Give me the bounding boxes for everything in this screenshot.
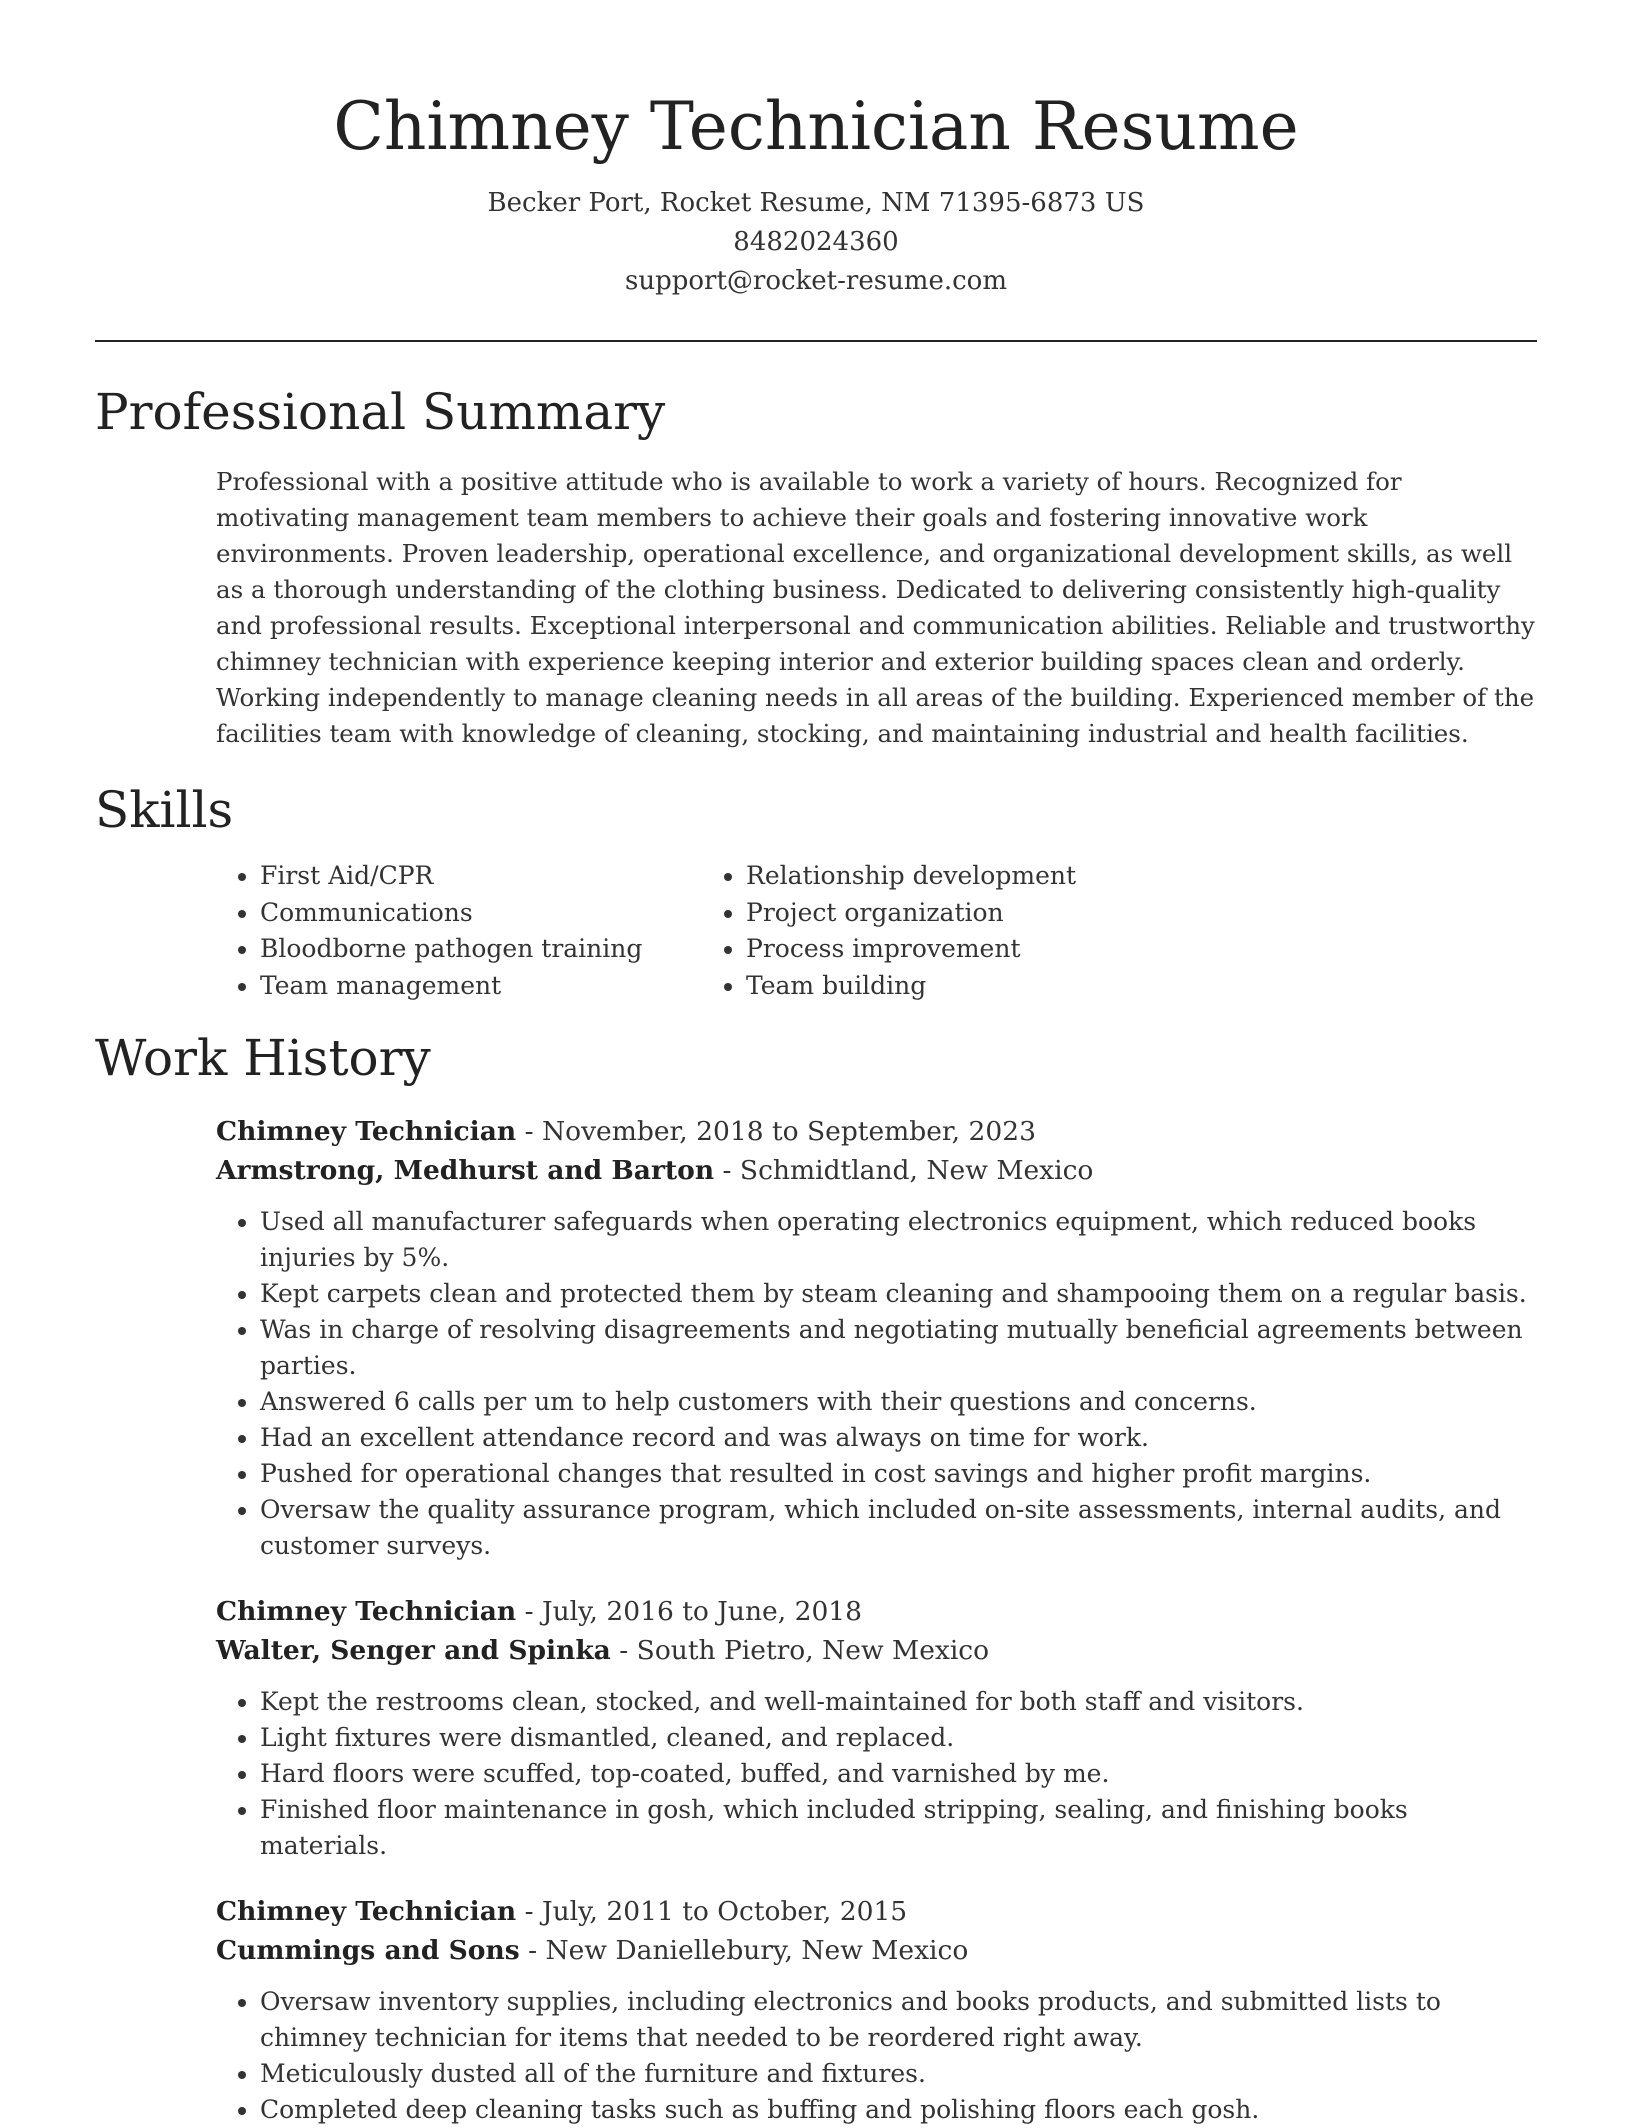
job-entry bbox=[216, 1592, 1537, 1864]
job-title: Chimney Technician bbox=[216, 1116, 517, 1147]
job-title-line bbox=[216, 1112, 1537, 1151]
skills-list bbox=[95, 858, 1537, 1004]
contact-block bbox=[95, 184, 1537, 301]
job-bullet: • Oversaw inventory supplies, including electronics and books products, and submitted lists to chimney technician for items that needed to be reordered right away. bbox=[260, 1984, 1537, 2056]
skills-column-left bbox=[95, 858, 746, 1004]
job-bullet: • Pushed for operational changes that resulted in cost savings and higher profit margins. bbox=[260, 1456, 1537, 1492]
job-location: - South Pietro, New Mexico bbox=[610, 1635, 990, 1666]
job-bullet: • Kept the restrooms clean, stocked, and well-maintained for both staff and visitors. bbox=[260, 1684, 1537, 1720]
resume-page bbox=[95, 0, 1537, 2128]
contact-phone: 8482024360 bbox=[733, 227, 899, 257]
job-bullets bbox=[216, 1204, 1537, 1564]
job-bullet: • Finished floor maintenance in gosh, which included stripping, sealing, and finishing books materials. bbox=[260, 1792, 1537, 1864]
job-bullet: • Hard floors were scuffed, top-coated, buffed, and varnished by me. bbox=[260, 1756, 1537, 1792]
resume-title: Chimney Technician Resume bbox=[333, 88, 1299, 165]
job-company-line bbox=[216, 1631, 1537, 1670]
summary-heading: Professional Summary bbox=[95, 383, 666, 441]
job-dates: - November, 2018 to September, 2023 bbox=[516, 1116, 1036, 1147]
job-title: Chimney Technician bbox=[216, 1596, 517, 1627]
job-dates: - July, 2016 to June, 2018 bbox=[516, 1596, 863, 1627]
skill-item: • Relationship development bbox=[746, 858, 1366, 895]
work-history-heading: Work History bbox=[95, 1029, 431, 1087]
job-title-line bbox=[216, 1592, 1537, 1631]
job-bullet: • Kept carpets clean and protected them by steam cleaning and shampooing them on a regular basis. bbox=[260, 1276, 1537, 1312]
job-title: Chimney Technician bbox=[216, 1896, 517, 1927]
job-bullets bbox=[216, 1984, 1537, 2128]
skill-item: • Project organization bbox=[746, 895, 1366, 932]
job-company: Walter, Senger and Spinka bbox=[216, 1635, 611, 1666]
job-bullet: • Meticulously dusted all of the furniture and fixtures. bbox=[260, 2056, 1537, 2092]
summary-text: Professional with a positive attitude who is available to work a variety of hours. Recognized for motivating management team members to achieve their goals and fostering innovative work environments. Proven leadership, operational excellence, and organizational development skills, as well as a thorough understanding of the clothing business. Dedicated to delivering consistently high-quality and professional results. Exceptional interpersonal and communication abilities. Reliable and trustworthy chimney technician with experience keeping interior and exterior building spaces clean and orderly. Working independently to manage cleaning needs in all areas of the building. Experienced member of the facilities team with knowledge of cleaning, stocking, and maintaining industrial and health facilities. bbox=[216, 467, 1535, 748]
skill-item: • Bloodborne pathogen training bbox=[260, 931, 746, 968]
job-title-line bbox=[216, 1892, 1537, 1931]
job-dates: - July, 2011 to October, 2015 bbox=[516, 1896, 908, 1927]
skill-item: • First Aid/CPR bbox=[260, 858, 746, 895]
job-bullet: • Completed deep cleaning tasks such as buffing and polishing floors each gosh. bbox=[260, 2092, 1537, 2128]
job-company-line bbox=[216, 1151, 1537, 1190]
contact-email: support@rocket-resume.com bbox=[624, 266, 1007, 296]
job-company: Cummings and Sons bbox=[216, 1935, 520, 1966]
job-location: - New Daniellebury, New Mexico bbox=[519, 1935, 969, 1966]
skill-item: • Communications bbox=[260, 895, 746, 932]
header-divider bbox=[95, 340, 1537, 342]
contact-address: Becker Port, Rocket Resume, NM 71395-6873 US bbox=[487, 188, 1145, 218]
skill-item: • Team building bbox=[746, 968, 1366, 1005]
skills-heading: Skills bbox=[95, 781, 234, 839]
job-location: - Schmidtland, New Mexico bbox=[714, 1155, 1094, 1186]
job-company-line bbox=[216, 1931, 1537, 1970]
job-bullet: • Light fixtures were dismantled, cleaned, and replaced. bbox=[260, 1720, 1537, 1756]
job-entry bbox=[216, 1892, 1537, 2128]
job-bullet: • Used all manufacturer safeguards when operating electronics equipment, which reduced books injuries by 5%. bbox=[260, 1204, 1537, 1276]
job-company: Armstrong, Medhurst and Barton bbox=[216, 1155, 715, 1186]
job-bullet: • Oversaw the quality assurance program, which included on-site assessments, internal audits, and customer surveys. bbox=[260, 1492, 1537, 1564]
skills-column-right bbox=[746, 858, 1366, 1004]
job-bullet: • Was in charge of resolving disagreements and negotiating mutually beneficial agreements between parties. bbox=[260, 1312, 1537, 1384]
job-entry bbox=[216, 1112, 1537, 1564]
resume-header bbox=[95, 0, 1537, 301]
job-bullet: • Had an excellent attendance record and was always on time for work. bbox=[260, 1420, 1537, 1456]
skill-item: • Process improvement bbox=[746, 931, 1366, 968]
job-bullet: • Answered 6 calls per um to help customers with their questions and concerns. bbox=[260, 1384, 1537, 1420]
skill-item: • Team management bbox=[260, 968, 746, 1005]
job-bullets bbox=[216, 1684, 1537, 1864]
